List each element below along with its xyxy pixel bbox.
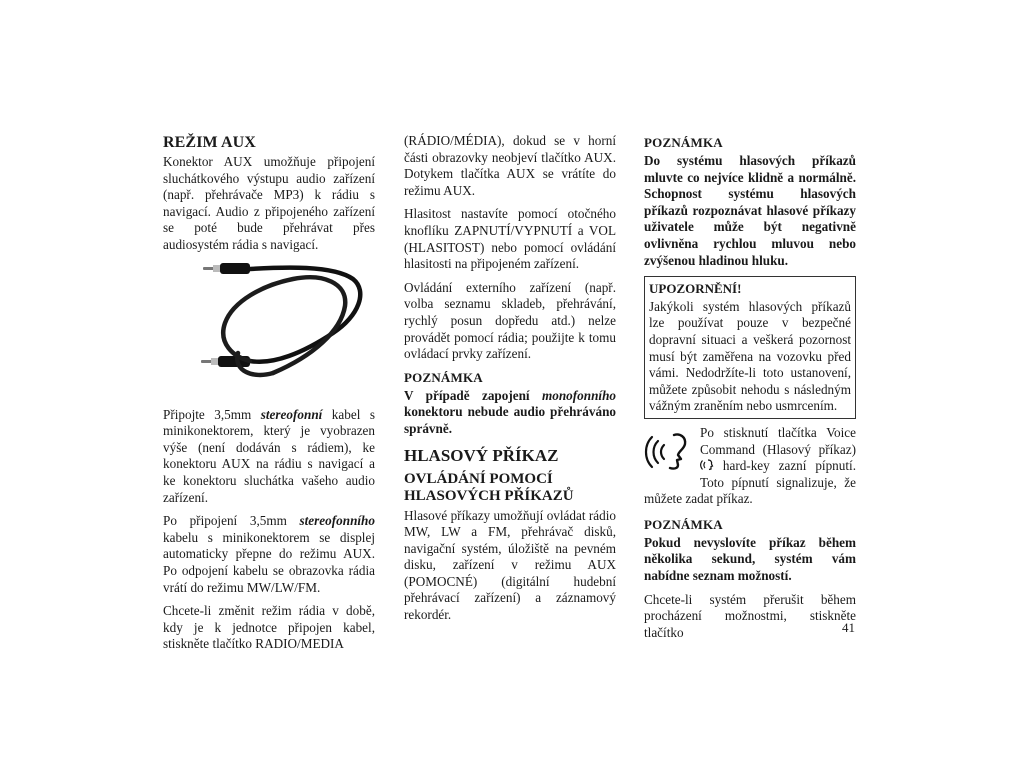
- voice-command-block: [644, 425, 856, 515]
- change-mode-paragraph: Chcete-li změnit režim rádia v době, kdy je k jednotce připojen kabel, stiskněte tlačítko RADIO/MEDIA: [163, 603, 375, 652]
- voice-command-icon: [644, 429, 694, 473]
- warning-text: Jakýkoli systém hlasových příkazů lze používat pouze v bezpečné dopravní situaci a veškerá pozornost musí být zaměřena na vozovku před vámi. Nedodržíte-li toto ustanovení, můžete způsobit nehodu s následným vážným zraněním nebo usmrcením.: [649, 298, 851, 414]
- aux-cable-image: [163, 261, 375, 395]
- voice-command-paragraph: Po stisknutí tlačítka Voice Command (Hlasový příkaz) hard-key zazní pípnutí. Toto pípnutí signalizuje, že můžete zadat příkaz.: [644, 424, 856, 507]
- heading-aux-mode: REŽIM AUX: [163, 134, 256, 151]
- page-number: 41: [842, 620, 855, 635]
- column-3: [644, 133, 856, 648]
- aux-intro-paragraph: Konektor AUX umožňuje připojení sluchátkového výstupu audio zařízení (např. přehrávače MP3) k rádiu s navigací. Audio z připojeného zařízení se poté bude přehrávat přes audiosystém rádia s navigací.: [163, 154, 375, 252]
- voice-hardkey-icon: [700, 459, 714, 471]
- note-heading: POZNÁMKA: [644, 516, 723, 532]
- column-1: [163, 133, 375, 660]
- volume-paragraph: Hlasitost nastavíte pomocí otočného knoflíku ZAPNUTÍ/VYPNUTÍ a VOL (HLASITOST) nebo pomocí ovládání hlasitosti na připojeném zařízení.: [404, 206, 616, 272]
- upper-plug-icon: [203, 263, 250, 274]
- heading-voice-command: HLASOVÝ PŘÍKAZ: [404, 445, 559, 465]
- no-command-note: Pokud nevyslovíte příkaz během několika sekund, systém vám nabídne seznam možností.: [644, 534, 856, 584]
- after-connect-paragraph: Po připojení 3,5mm stereofonního kabelu s minikonektorem se displej automaticky přepne do režimu AUX. Po odpojení kabelu se obrazovka rádia vrátí do režimu MW/LW/FM.: [163, 513, 375, 595]
- radio-media-paragraph: (RÁDIO/MÉDIA), dokud se v horní části obrazovky neobjeví tlačítko AUX. Dotykem tlačítka AUX se vrátíte do režimu AUX.: [404, 133, 616, 198]
- speak-calmly-note: Do systému hlasových příkazů mluvte co nejvíce klidně a normálně. Schopnost systému hlasových příkazů rozpoznávat hlasové příkazy uživatele může být negativně ovlivněna rychlou mluvou nebo zvýšenou hladinou hluku.: [644, 153, 856, 268]
- external-control-paragraph: Ovládání externího zařízení (např. volba seznamu skladeb, přehrávání, rychlý posun dopředu atd.) nelze provádět pomocí rádia; použijte k tomu ovládací prvky zařízení.: [404, 279, 616, 362]
- column-2: [404, 133, 616, 631]
- connect-stereo-paragraph: Připojte 3,5mm stereofonní kabel s minikonektorem, který je vyobrazen výše (není dodáván s rádiem), ke konektoru AUX na rádiu s navigací a ke konektoru sluchátka vašeho audio zařízení.: [163, 406, 375, 505]
- voice-commands-paragraph: Hlasové příkazy umožňují ovládat rádio MW, LW a FM, přehrávač disků, navigační systém, úložiště na pevném disku, zařízení v režimu AUX (POMOCNÉ) (digitální hudební přehrávací zařízení) a záznamový rekordér.: [404, 507, 616, 623]
- warning-title: UPOZORNĚNÍ!: [649, 281, 742, 297]
- note-heading: POZNÁMKA: [644, 135, 723, 150]
- mono-note-text: V případě zapojení monofonního konektoru nebude audio přehráváno správně.: [404, 387, 616, 436]
- note-heading: POZNÁMKA: [404, 369, 483, 385]
- warning-box: [644, 276, 856, 419]
- interrupt-paragraph: Chcete-li systém přerušit během procházení možnostmi, stiskněte tlačítko: [644, 591, 856, 640]
- heading-voice-control: OVLÁDÁNÍ POMOCÍ HLASOVÝCH PŘÍKAZŮ: [404, 470, 574, 504]
